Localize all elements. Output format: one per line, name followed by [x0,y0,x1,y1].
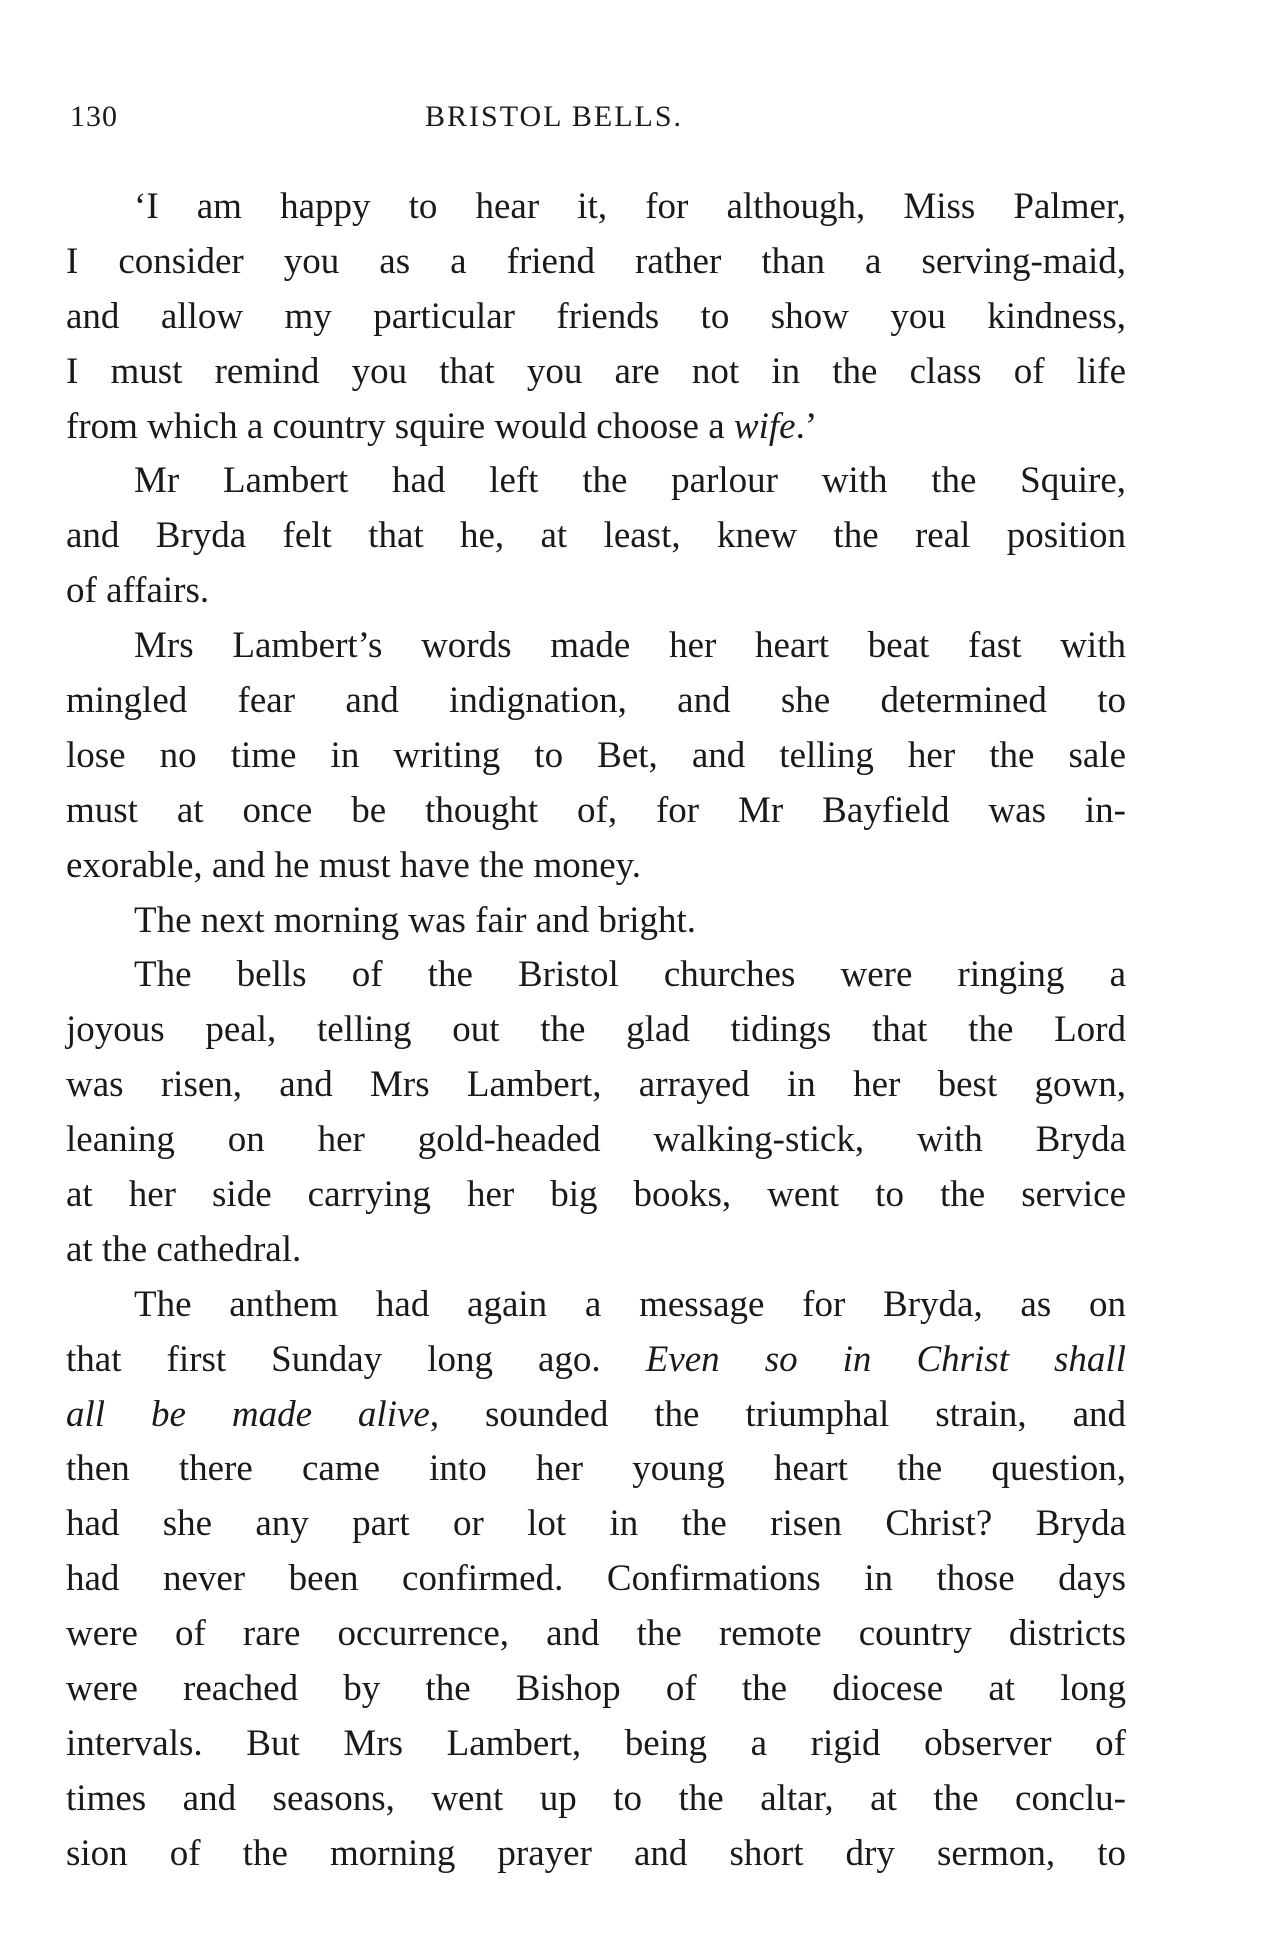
text-line: was risen, and Mrs Lambert, arrayed in her best gown, [66,1064,1126,1106]
text-line: at her side carrying her big books, went to the service [66,1174,1126,1216]
text-line: and Bryda felt that he, at least, knew the real position [66,515,1126,557]
text-line: The next morning was fair and bright. [134,899,697,941]
text-line: were of rare occurrence, and the remote country districts [66,1613,1126,1655]
text-line: then there came into her young heart the question, [66,1448,1126,1490]
text-line: of affairs. [66,570,210,612]
text-line: from which a country squire would choose a wife.’ [66,405,818,447]
text-line: must at once be thought of, for Mr Bayfield was in- [66,789,1126,831]
text-line: sion of the morning prayer and short dry sermon, to [66,1832,1126,1874]
text-line: at the cathedral. [66,1228,302,1270]
text-line: lose no time in writing to Bet, and telling her the sale [66,734,1126,776]
text-line: times and seasons, went up to the altar, at the conclu- [66,1777,1126,1819]
text-line: ‘I am happy to hear it, for although, Miss Palmer, [134,186,1126,227]
text-line: mingled fear and indignation, and she determined to [66,680,1126,722]
text-line: The bells of the Bristol churches were ringing a [134,954,1126,996]
text-line: leaning on her gold-headed walking-stick, with Bryda [66,1119,1126,1161]
text-line: were reached by the Bishop of the diocese at long [66,1668,1126,1710]
text-line: joyous peal, telling out the glad tidings that the Lord [66,1009,1126,1051]
text-line: exorable, and he must have the money. [66,844,642,886]
running-title: BRISTOL BELLS. [425,100,684,133]
text-line: had never been confirmed. Confirmations in those days [66,1558,1126,1600]
text-line: Mr Lambert had left the parlour with the Squire, [134,460,1126,502]
text-line: intervals. But Mrs Lambert, being a rigid observer of [66,1722,1126,1764]
body-text [66,180,1126,1882]
page-number: 130 [70,100,118,133]
text-line: that first Sunday long ago. Even so in Christ shall [66,1338,1126,1380]
text-line: all be made alive, sounded the triumphal strain, and [66,1393,1126,1435]
running-head [70,100,1130,150]
text-line: Mrs Lambert’s words made her heart beat fast with [134,625,1126,667]
text-line: I consider you as a friend rather than a serving-maid, [66,240,1126,282]
text-line: and allow my particular friends to show you kindness, [66,295,1126,337]
text-line: had she any part or lot in the risen Christ? Bryda [66,1503,1126,1545]
text-line: The anthem had again a message for Bryda, as on [134,1283,1126,1325]
text-line: I must remind you that you are not in the class of life [66,350,1126,392]
